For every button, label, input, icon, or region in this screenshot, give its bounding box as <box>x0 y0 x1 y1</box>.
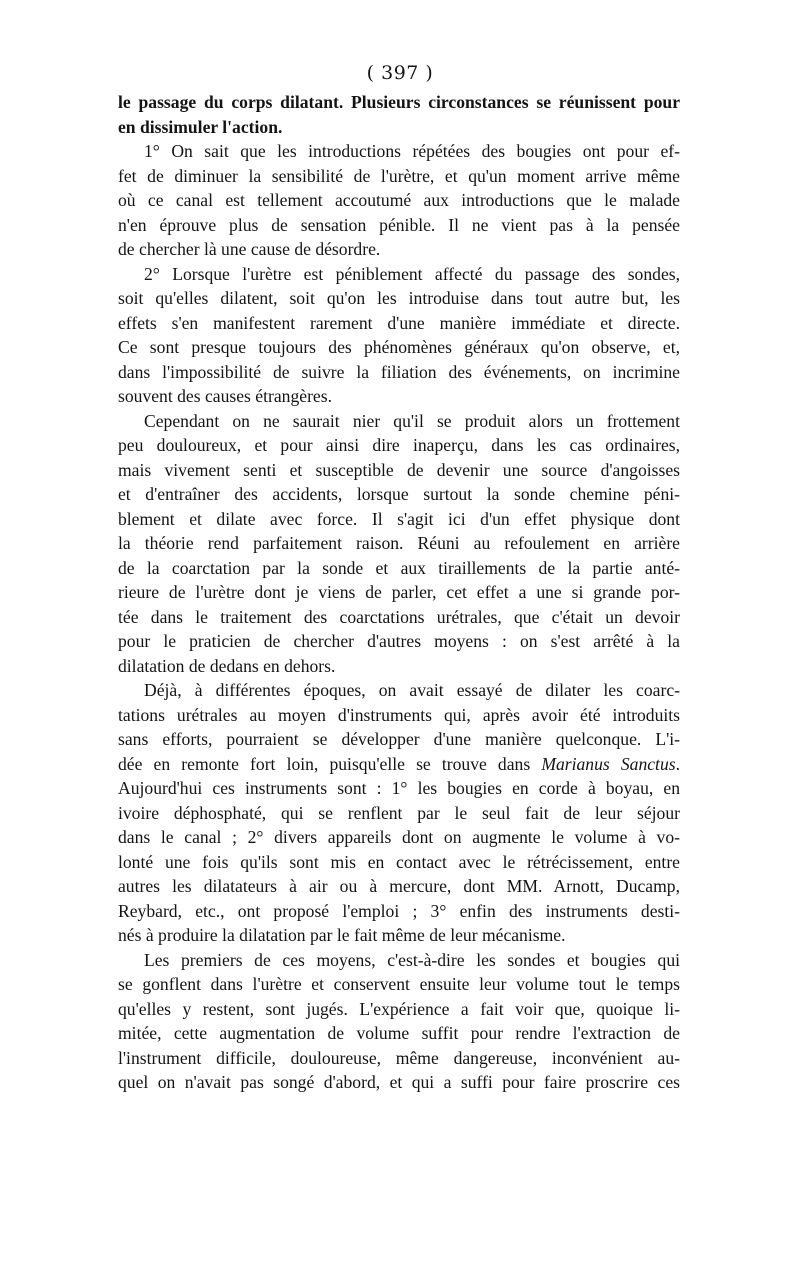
text-line <box>118 311 680 336</box>
text-line <box>118 899 680 924</box>
text-line-tail: . <box>675 753 680 774</box>
text-line-content: 1° On sait que les introductions répétées des bougies ont pour ef- <box>144 141 680 161</box>
text-line <box>118 139 680 164</box>
text-line <box>118 237 680 262</box>
text-line <box>118 1070 680 1095</box>
text-line-content: lonté une fois qu'ils sont mis en contact avec le rétrécissement, entre <box>118 851 680 872</box>
page-number: ( 397 ) <box>366 62 434 84</box>
text-line <box>118 507 680 532</box>
text-line <box>118 654 680 679</box>
text-line-content: de chercher là une cause de désordre. <box>118 239 381 259</box>
text-line-content: mais vivement senti et susceptible de devenir une source d'angoisses <box>118 459 680 480</box>
text-line-content: en dissimuler l'action. <box>118 116 283 137</box>
text-line <box>118 409 680 434</box>
text-line <box>118 1021 680 1046</box>
text-line <box>118 948 680 973</box>
text-line-content: rieure de l'urètre dont je viens de parler, cet effet a une si grande por- <box>118 582 680 602</box>
text-line <box>118 458 680 483</box>
text-line-content: où ce canal est tellement accoutumé aux introductions que le malade <box>118 190 680 210</box>
text-line-content: dilatation de dedans en dehors. <box>118 655 336 676</box>
text-line-content: dans l'impossibilité de suivre la filiation des événements, on incrimine <box>118 361 680 382</box>
italic-reference: Marianus Sanctus <box>541 753 676 774</box>
text-line-content: le passage du corps dilatant. Plusieurs circonstances se réunissent pour <box>118 92 680 112</box>
text-line-content: et d'entraîner des accidents, lorsque surtout la sonde chemine péni- <box>118 484 680 504</box>
text-line <box>118 825 680 850</box>
text-line <box>118 360 680 385</box>
text-line-content: Aujourd'hui ces instruments sont : 1° les bougies en corde à boyau, en <box>118 778 680 798</box>
text-line-content: peu douloureux, et pour ainsi dire inaperçu, dans les cas ordinaires, <box>118 435 680 455</box>
text-line-content: mitée, cette augmentation de volume suffit pour rendre l'extraction de <box>118 1023 680 1043</box>
text-line <box>118 556 680 581</box>
text-line <box>118 605 680 630</box>
text-line <box>118 776 680 801</box>
text-line <box>118 335 680 360</box>
text-line-content: Cependant on ne saurait nier qu'il se produit alors un frottement <box>144 410 680 431</box>
text-line <box>118 678 680 703</box>
text-line-content: l'instrument difficile, douloureuse, même dangereuse, inconvénient au- <box>118 1047 680 1068</box>
text-line-content: sans efforts, pourraient se développer d'une manière quelconque. L'i- <box>118 729 680 749</box>
text-line-content: la théorie rend parfaitement raison. Réuni au refoulement en arrière <box>118 533 680 553</box>
text-line-content: Les premiers de ces moyens, c'est-à-dire les sondes et bougies qui <box>144 949 680 970</box>
text-line <box>118 801 680 826</box>
text-line <box>118 262 680 287</box>
text-line-content: dans le canal ; 2° divers appareils dont on augmente le volume à vo- <box>118 827 680 847</box>
text-line-content: se gonflent dans l'urètre et conservent ensuite leur volume tout le temps <box>118 974 680 994</box>
text-line <box>118 703 680 728</box>
text-line <box>118 531 680 556</box>
text-line-content: n'en éprouve plus de sensation pénible. Il ne vient pas à la pensée <box>118 214 680 235</box>
text-line-content: Reybard, etc., ont proposé l'emploi ; 3° enfin des instruments desti- <box>118 900 680 921</box>
text-line-content: souvent des causes étrangères. <box>118 386 332 406</box>
text-line-content: autres les dilatateurs à air ou à mercure, dont MM. Arnott, Ducamp, <box>118 876 680 896</box>
text-line <box>118 850 680 875</box>
text-line-content: 2° Lorsque l'urètre est péniblement affecté du passage des sondes, <box>144 263 680 284</box>
text-line-content: soit qu'elles dilatent, soit qu'on les introduise dans tout autre but, les <box>118 288 680 308</box>
text-line <box>118 997 680 1022</box>
text-line <box>118 874 680 899</box>
text-line <box>118 580 680 605</box>
text-line <box>118 727 680 752</box>
text-line <box>118 384 680 409</box>
text-line <box>118 90 680 115</box>
text-line <box>118 923 680 948</box>
text-line <box>118 972 680 997</box>
text-line <box>118 213 680 238</box>
text-line-content: quel on n'avait pas songé d'abord, et qui a suffi pour faire proscrire ces <box>118 1072 680 1092</box>
text-line-content: tée dans le traitement des coarctations urétrales, que c'était un devoir <box>118 606 680 627</box>
text-line <box>118 482 680 507</box>
text-line-content: nés à produire la dilatation par le fait même de leur mécanisme. <box>118 925 566 945</box>
text-line-content: dée en remonte fort loin, puisqu'elle se trouve dans <box>118 753 542 774</box>
text-line-content: qu'elles y restent, sont jugés. L'expérience a fait voir que, quoique li- <box>118 998 680 1019</box>
text-line-content: fet de diminuer la sensibilité de l'urètre, et qu'un moment arrive même <box>118 165 680 186</box>
text-line <box>118 188 680 213</box>
text-line <box>118 752 680 777</box>
text-line-content: Ce sont presque toujours des phénomènes généraux qu'on observe, et, <box>118 337 680 357</box>
text-line-content: Déjà, à différentes époques, on avait essayé de dilater les coarc- <box>144 680 680 700</box>
text-line-content: ivoire déphosphaté, qui se renflent par le seul fait de leur séjour <box>118 802 680 823</box>
text-line <box>118 164 680 189</box>
text-line <box>118 433 680 458</box>
text-line <box>118 629 680 654</box>
text-line-content: de la coarctation par la sonde et aux tiraillements de la partie anté- <box>118 557 680 578</box>
text-line-content: blement et dilate avec force. Il s'agit ici d'un effet physique dont <box>118 508 680 529</box>
text-line <box>118 286 680 311</box>
text-line-content: effets s'en manifestent rarement d'une manière immédiate et directe. <box>118 312 680 333</box>
text-line <box>118 115 680 140</box>
text-line <box>118 1046 680 1071</box>
text-line-content: tations urétrales au moyen d'instruments qui, après avoir été introduits <box>118 704 680 725</box>
text-line-content: pour le praticien de chercher d'autres moyens : on s'est arrêté à la <box>118 631 680 651</box>
body-text <box>118 90 680 1095</box>
